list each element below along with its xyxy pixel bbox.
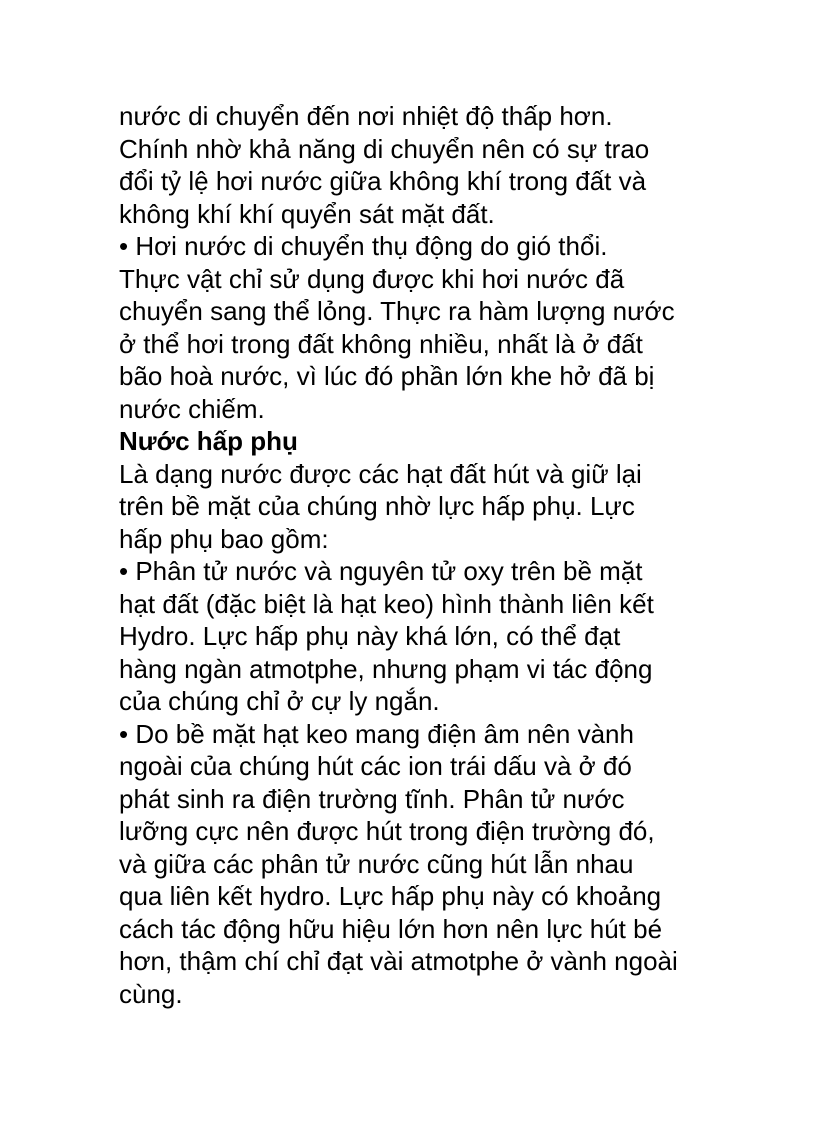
text-line: trên bề mặt của chúng nhờ lực hấp phụ. Lực [119, 491, 635, 521]
text-line: đổi tỷ lệ hơi nước giữa không khí trong đất và [119, 166, 647, 196]
text-line: nước di chuyển đến nơi nhiệt độ thấp hơn. [119, 101, 613, 131]
text-line: nước chiếm. [119, 393, 265, 424]
text-line: lưỡng cực nên được hút trong điện trường đó, [119, 816, 655, 846]
document-page [119, 100, 719, 1010]
text-line: • Do bề mặt hạt keo mang điện âm nên vành [119, 718, 634, 749]
text-line: • Phân tử nước và nguyên tử oxy trên bề mặt [119, 556, 643, 586]
text-line: cách tác động hữu hiệu lớn hơn nên lực hút bé [119, 913, 663, 944]
text-line: Hydro. Lực hấp phụ này khá lớn, có thể đạt [119, 621, 621, 651]
text-line: ngoài của chúng hút các ion trái dấu và ở đó [119, 751, 632, 781]
text-line: qua liên kết hydro. Lực hấp phụ này có khoảng [119, 881, 662, 911]
text-line: hơn, thậm chí chỉ đạt vài atmotphe ở vành ngoài [119, 946, 678, 976]
text-line: cùng. [119, 978, 183, 1009]
paragraph-water-vapor-movement [119, 100, 719, 230]
text-line: Là dạng nước được các hạt đất hút và giữ lại [119, 458, 642, 489]
text-line: không khí khí quyển sát mặt đất. [119, 198, 495, 229]
text-line: hấp phụ bao gồm: [119, 523, 329, 554]
text-line: Thực vật chỉ sử dụng được khi hơi nước đã [119, 263, 625, 294]
text-line: và giữa các phân tử nước cũng hút lẫn nhau [119, 848, 634, 879]
text-line: ở thể hơi trong đất không nhiều, nhất là ở đất [119, 328, 643, 359]
text-line: hàng ngàn atmotphe, nhưng phạm vi tác động [119, 653, 653, 684]
text-line: chuyển sang thể lỏng. Thực ra hàm lượng nước [119, 296, 675, 326]
bullet-hydrogen-bond [119, 555, 719, 718]
text-line: của chúng chỉ ở cự ly ngắn. [119, 686, 440, 716]
text-line: Chính nhờ khả năng di chuyển nên có sự trao [119, 133, 650, 164]
text-line: phát sinh ra điện trường tĩnh. Phân tử nước [119, 783, 625, 814]
bullet-electrostatic [119, 718, 719, 1011]
text-line: bão hoà nước, vì lúc đó phần lớn khe hở đã bị [119, 361, 655, 391]
section-heading: Nước hấp phụ [119, 426, 298, 456]
bullet-passive-vapor [119, 230, 719, 425]
text-line: • Hơi nước di chuyển thụ động do gió thổi. [119, 231, 608, 261]
paragraph-adsorbed-water [119, 458, 719, 556]
text-line: hạt đất (đặc biệt là hạt keo) hình thành liên kết [119, 588, 654, 619]
